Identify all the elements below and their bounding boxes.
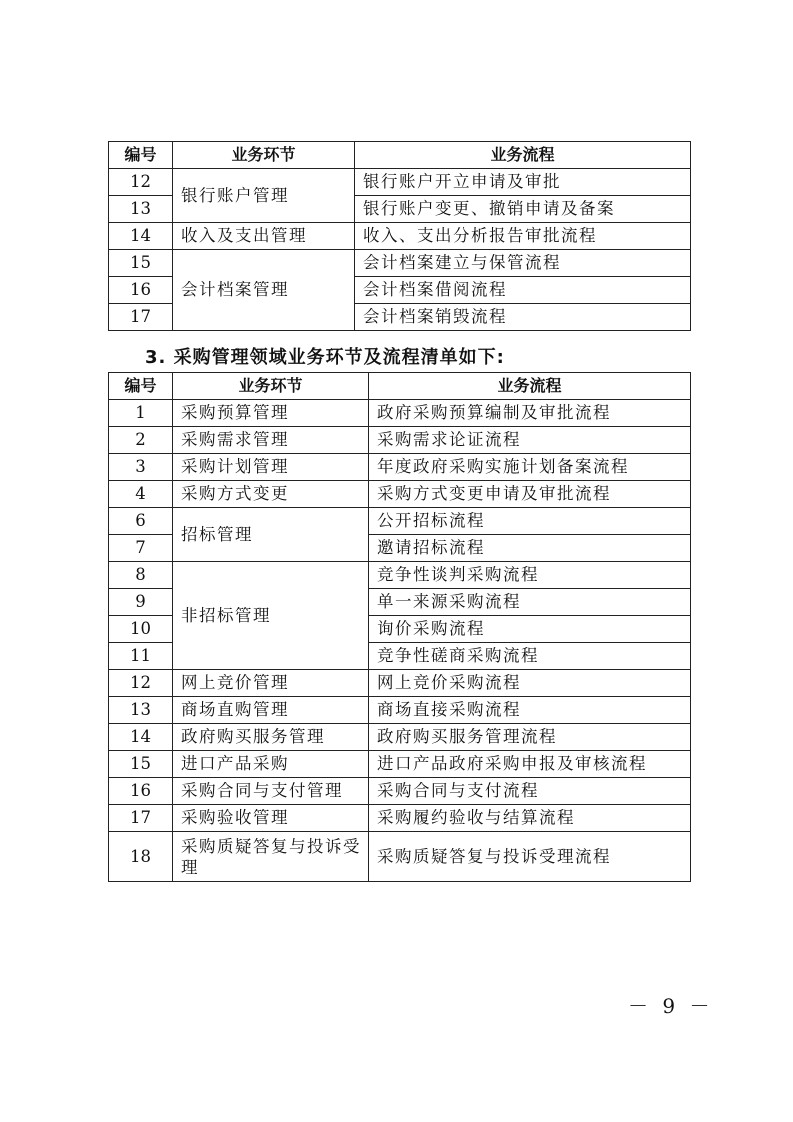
row-number: 16 — [109, 277, 173, 304]
row-stage: 招标管理 — [173, 508, 369, 562]
row-process: 政府采购预算编制及审批流程 — [369, 400, 691, 427]
page-number: － 9 － — [628, 994, 714, 1018]
row-process: 进口产品政府采购申报及审核流程 — [369, 751, 691, 778]
table-row — [109, 481, 691, 508]
table-row — [109, 169, 691, 196]
section-heading: 3. 采购管理领域业务环节及流程清单如下: — [145, 347, 505, 368]
row-number: 13 — [109, 196, 173, 223]
row-process: 政府购买服务管理流程 — [369, 724, 691, 751]
row-number: 17 — [109, 304, 173, 331]
table-row — [109, 724, 691, 751]
row-stage: 采购质疑答复与投诉受理 — [173, 832, 369, 882]
row-number: 9 — [109, 589, 173, 616]
row-number: 8 — [109, 562, 173, 589]
row-process: 商场直接采购流程 — [369, 697, 691, 724]
row-process: 银行账户变更、撤销申请及备案 — [355, 196, 691, 223]
table-row — [109, 427, 691, 454]
row-number: 6 — [109, 508, 173, 535]
row-number: 18 — [109, 832, 173, 882]
row-number: 17 — [109, 805, 173, 832]
row-number: 14 — [109, 223, 173, 250]
row-stage: 银行账户管理 — [173, 169, 355, 223]
row-stage: 非招标管理 — [173, 562, 369, 670]
row-process: 会计档案建立与保管流程 — [355, 250, 691, 277]
row-process: 采购需求论证流程 — [369, 427, 691, 454]
row-number: 12 — [109, 169, 173, 196]
header-stage: 业务环节 — [173, 142, 355, 169]
row-number: 11 — [109, 643, 173, 670]
table-financial-processes — [108, 141, 691, 331]
row-stage: 政府购买服务管理 — [173, 724, 369, 751]
row-process: 竞争性谈判采购流程 — [369, 562, 691, 589]
row-stage: 进口产品采购 — [173, 751, 369, 778]
row-stage: 采购验收管理 — [173, 805, 369, 832]
row-stage: 收入及支出管理 — [173, 223, 355, 250]
row-stage: 采购合同与支付管理 — [173, 778, 369, 805]
row-stage: 商场直购管理 — [173, 697, 369, 724]
table-row — [109, 670, 691, 697]
row-stage: 会计档案管理 — [173, 250, 355, 331]
table-procurement-processes — [108, 372, 691, 882]
row-number: 10 — [109, 616, 173, 643]
header-stage: 业务环节 — [173, 373, 369, 400]
table-row — [109, 508, 691, 535]
row-stage: 网上竞价管理 — [173, 670, 369, 697]
row-process: 询价采购流程 — [369, 616, 691, 643]
row-stage: 采购需求管理 — [173, 427, 369, 454]
row-process: 邀请招标流程 — [369, 535, 691, 562]
table-row — [109, 454, 691, 481]
row-number: 15 — [109, 250, 173, 277]
row-process: 采购质疑答复与投诉受理流程 — [369, 832, 691, 882]
row-process: 采购合同与支付流程 — [369, 778, 691, 805]
table-row — [109, 697, 691, 724]
row-process: 竞争性磋商采购流程 — [369, 643, 691, 670]
row-stage: 采购预算管理 — [173, 400, 369, 427]
row-number: 1 — [109, 400, 173, 427]
row-process: 银行账户开立申请及审批 — [355, 169, 691, 196]
row-process: 公开招标流程 — [369, 508, 691, 535]
row-stage: 采购方式变更 — [173, 481, 369, 508]
row-number: 15 — [109, 751, 173, 778]
row-process: 采购履约验收与结算流程 — [369, 805, 691, 832]
table-row — [109, 400, 691, 427]
row-number: 14 — [109, 724, 173, 751]
table-row — [109, 832, 691, 882]
row-number: 12 — [109, 670, 173, 697]
row-number: 3 — [109, 454, 173, 481]
row-process: 年度政府采购实施计划备案流程 — [369, 454, 691, 481]
table-row — [109, 223, 691, 250]
table-row — [109, 778, 691, 805]
table-header-row — [109, 373, 691, 400]
header-process: 业务流程 — [369, 373, 691, 400]
row-number: 4 — [109, 481, 173, 508]
row-number: 16 — [109, 778, 173, 805]
row-stage: 采购计划管理 — [173, 454, 369, 481]
table-row — [109, 805, 691, 832]
table-row — [109, 250, 691, 277]
row-process: 网上竞价采购流程 — [369, 670, 691, 697]
header-process: 业务流程 — [355, 142, 691, 169]
table-row — [109, 562, 691, 589]
row-number: 13 — [109, 697, 173, 724]
row-process: 采购方式变更申请及审批流程 — [369, 481, 691, 508]
row-number: 7 — [109, 535, 173, 562]
row-process: 单一来源采购流程 — [369, 589, 691, 616]
row-process: 会计档案借阅流程 — [355, 277, 691, 304]
header-number: 编号 — [109, 373, 173, 400]
row-process: 收入、支出分析报告审批流程 — [355, 223, 691, 250]
table-row — [109, 751, 691, 778]
row-number: 2 — [109, 427, 173, 454]
table-header-row — [109, 142, 691, 169]
header-number: 编号 — [109, 142, 173, 169]
row-process: 会计档案销毁流程 — [355, 304, 691, 331]
